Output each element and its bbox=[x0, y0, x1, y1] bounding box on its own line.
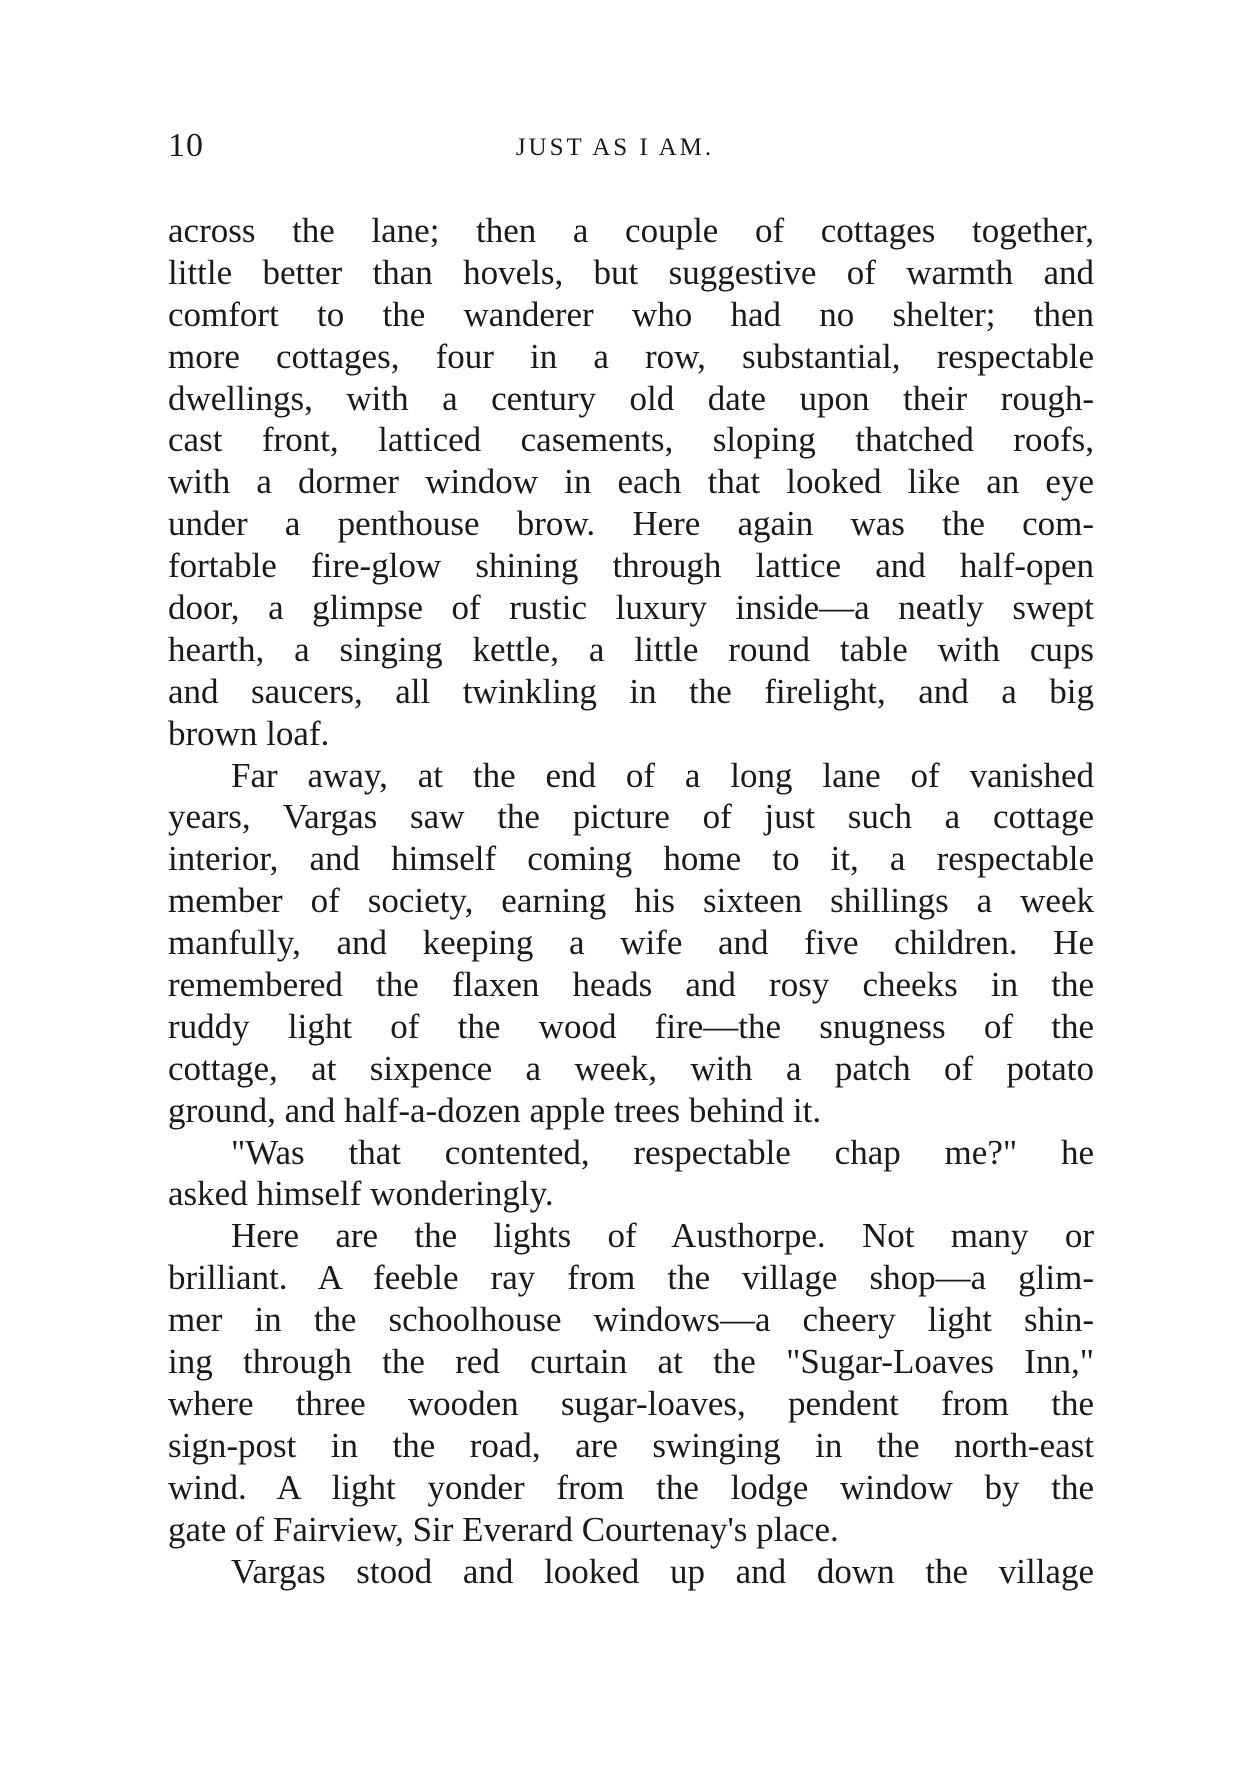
text-line: where three wooden sugar-loaves, pendent from the bbox=[168, 1383, 1094, 1423]
text-line: little better than hovels, but suggestive of warmth and bbox=[168, 252, 1094, 292]
text-line: years, Vargas saw the picture of just such a cottage bbox=[168, 797, 1094, 837]
text-line: ruddy light of the wood fire—the snugness of the bbox=[168, 1006, 1094, 1046]
text-line: member of society, earning his sixteen shillings a week bbox=[168, 881, 1094, 921]
text-line: remembered the flaxen heads and rosy cheeks in the bbox=[168, 965, 1094, 1005]
text-line: "Was that contented, respectable chap me?" he bbox=[231, 1132, 1094, 1172]
text-line: sign-post in the road, are swinging in the north-east bbox=[168, 1425, 1094, 1465]
text-line: cottage, at sixpence a week, with a patch of potato bbox=[168, 1048, 1094, 1088]
running-title: JUST AS I AM. bbox=[515, 134, 715, 161]
text-line: fortable fire-glow shining through lattice and half-open bbox=[168, 546, 1094, 586]
text-line: Here are the lights of Austhorpe. Not many or bbox=[231, 1216, 1094, 1256]
text-line: interior, and himself coming home to it, a respectable bbox=[168, 839, 1094, 879]
text-line: more cottages, four in a row, substantial, respectable bbox=[168, 336, 1094, 376]
text-line: hearth, a singing kettle, a little round table with cups bbox=[168, 629, 1094, 669]
text-line: door, a glimpse of rustic luxury inside—a neatly swept bbox=[168, 588, 1094, 628]
text-line: Vargas stood and looked up and down the village bbox=[231, 1551, 1094, 1591]
text-line: wind. A light yonder from the lodge window by the bbox=[168, 1467, 1094, 1507]
text-line: under a penthouse brow. Here again was the com- bbox=[168, 504, 1094, 544]
text-line: cast front, latticed casements, sloping thatched roofs, bbox=[168, 420, 1094, 460]
text-line: brown loaf. bbox=[168, 713, 330, 753]
text-line: with a dormer window in each that looked like an eye bbox=[168, 462, 1094, 502]
text-line: and saucers, all twinkling in the firelight, and a big bbox=[168, 671, 1094, 711]
text-line: ground, and half-a-dozen apple trees behind it. bbox=[168, 1090, 822, 1130]
text-line: manfully, and keeping a wife and five children. He bbox=[168, 923, 1094, 963]
text-line: across the lane; then a couple of cottages together, bbox=[168, 211, 1094, 250]
text-line: dwellings, with a century old date upon their rough- bbox=[168, 378, 1094, 418]
text-line: asked himself wonderingly. bbox=[168, 1174, 554, 1214]
body-text bbox=[168, 210, 1094, 1592]
text-line: ing through the red curtain at the "Sugar-Loaves Inn," bbox=[168, 1342, 1094, 1382]
text-line: mer in the schoolhouse windows—a cheery light shin- bbox=[168, 1300, 1094, 1340]
text-line: gate of Fairview, Sir Everard Courtenay's place. bbox=[168, 1509, 839, 1549]
text-line: Far away, at the end of a long lane of vanished bbox=[231, 755, 1094, 795]
text-line: brilliant. A feeble ray from the village shop—a glim- bbox=[168, 1258, 1094, 1298]
text-line: comfort to the wanderer who had no shelter; then bbox=[168, 294, 1094, 334]
page-number: 10 bbox=[168, 127, 204, 164]
